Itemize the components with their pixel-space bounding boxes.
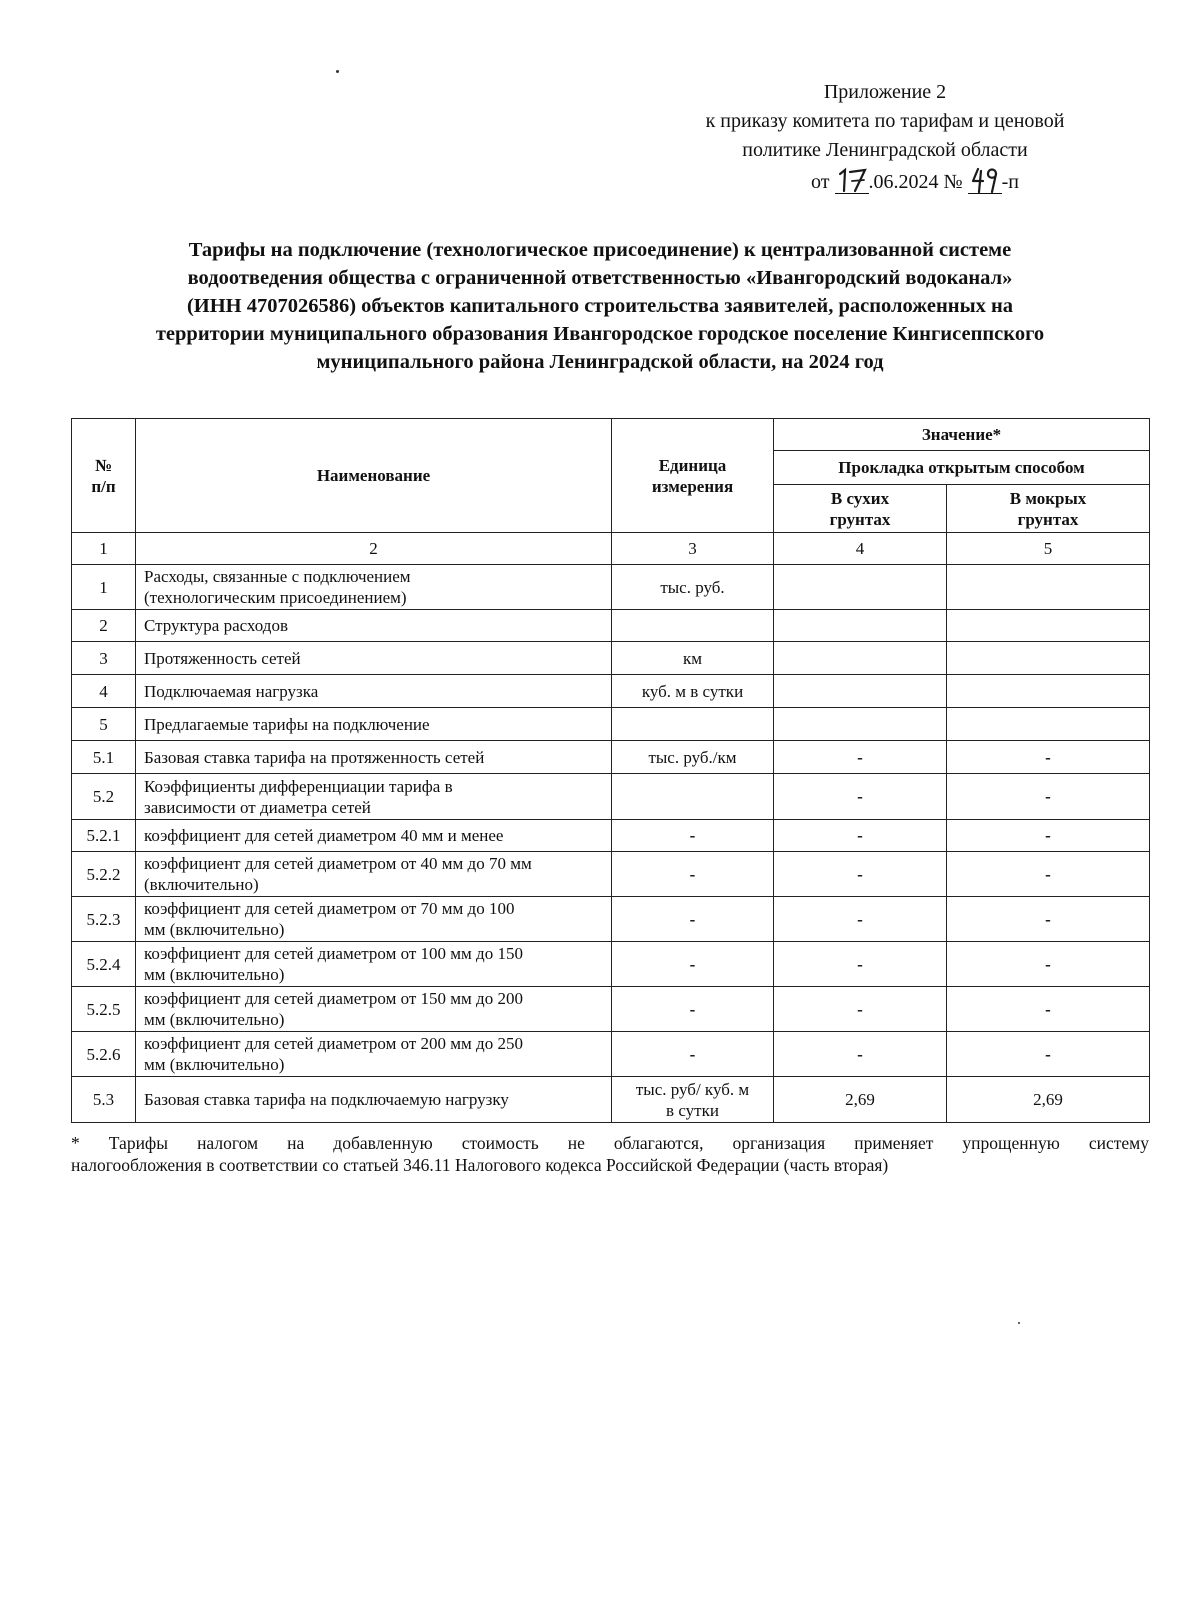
- header-dry-line: В сухих: [830, 488, 890, 508]
- row-wet-value: -: [947, 1032, 1150, 1077]
- row-number: 5: [72, 708, 136, 741]
- header-number: [72, 419, 136, 533]
- row-number: 5.2: [72, 774, 136, 820]
- document-title: [70, 236, 1130, 376]
- row-name-line: Коэффициенты дифференциации тарифа в: [144, 776, 453, 796]
- row-name: Подключаемая нагрузка: [136, 675, 612, 708]
- row-dry-value: -: [774, 774, 947, 820]
- row-wet-value: [947, 565, 1150, 610]
- row-dry-value: [774, 708, 947, 741]
- title-line: муниципального района Ленинградской области, на 2024 год: [316, 351, 884, 373]
- row-name: Структура расходов: [136, 610, 612, 642]
- table-row: [72, 897, 1150, 942]
- row-wet-value: -: [947, 897, 1150, 942]
- annex-order-line: к приказу комитета по тарифам и ценовой: [705, 110, 1065, 132]
- row-name: коэффициент для сетей диаметром 40 мм и менее: [136, 820, 612, 852]
- row-name: [136, 987, 612, 1032]
- row-name: [136, 897, 612, 942]
- footnote-line: налогообложения в соответствии со статьей 346.11 Налогового кодекса Российской Федерации (часть вторая): [71, 1155, 889, 1175]
- date-rest: .06.2024 №: [868, 171, 963, 193]
- row-unit: -: [612, 1032, 774, 1077]
- row-name: [136, 852, 612, 897]
- row-dry-value: -: [774, 897, 947, 942]
- row-unit: [612, 708, 774, 741]
- header-wet-soil: [947, 485, 1150, 533]
- header-wet-line: грунтах: [1017, 509, 1079, 529]
- row-name-line: коэффициент для сетей диаметром от 70 мм до 100: [144, 899, 515, 918]
- row-name-line: мм (включительно): [144, 1055, 285, 1074]
- header-method: Прокладка открытым способом: [774, 451, 1150, 485]
- column-number: 5: [947, 533, 1150, 565]
- header-unit-line: измерения: [651, 476, 734, 496]
- row-name-line: коэффициент для сетей диаметром от 100 мм до 150: [144, 944, 523, 963]
- title-line: территории муниципального образования Ивангородское городское поселение Кингисеппского: [155, 323, 1045, 345]
- row-name-line: коэффициент для сетей диаметром от 40 мм до 70 мм: [144, 854, 532, 873]
- row-dry-value: -: [774, 741, 947, 774]
- row-number: 4: [72, 675, 136, 708]
- row-dry-value: 2,69: [774, 1077, 947, 1123]
- row-wet-value: -: [947, 852, 1150, 897]
- handwritten-day: [835, 165, 869, 194]
- row-unit: тыс. руб.: [612, 565, 774, 610]
- row-unit-line: тыс. руб/ куб. м: [635, 1079, 750, 1099]
- table-row: [72, 642, 1150, 675]
- table-row: [72, 1077, 1150, 1123]
- footnote-line: * Тарифы налогом на добавленную стоимость не облагаются, организация применяет упрощенную систему: [71, 1133, 1149, 1153]
- row-wet-value: [947, 708, 1150, 741]
- column-number: 2: [136, 533, 612, 565]
- row-name-line: зависимости от диаметра сетей: [144, 797, 371, 817]
- header-name: Наименование: [136, 419, 612, 533]
- row-unit: -: [612, 852, 774, 897]
- row-unit: -: [612, 820, 774, 852]
- annex-title: Приложение 2: [823, 81, 947, 103]
- header-dry-line: грунтах: [829, 509, 891, 529]
- row-wet-value: 2,69: [947, 1077, 1150, 1123]
- row-dry-value: [774, 565, 947, 610]
- row-name: Базовая ставка тарифа на протяженность сетей: [136, 741, 612, 774]
- title-line: Тарифы на подключение (технологическое присоединение) к централизованной системе: [188, 239, 1012, 261]
- row-name-line: Расходы, связанные с подключением: [144, 567, 411, 586]
- annex-committee-line: политике Ленинградской области: [742, 139, 1028, 161]
- tax-footnote: [71, 1132, 1149, 1176]
- row-wet-value: [947, 675, 1150, 708]
- row-name: [136, 942, 612, 987]
- row-unit: куб. м в сутки: [612, 675, 774, 708]
- order-suffix: -п: [1001, 171, 1019, 193]
- row-wet-value: [947, 610, 1150, 642]
- row-wet-value: -: [947, 987, 1150, 1032]
- table-row: [72, 987, 1150, 1032]
- scan-speck: [1018, 1322, 1020, 1324]
- table-row: [72, 708, 1150, 741]
- row-number: 5.1: [72, 741, 136, 774]
- column-number: 3: [612, 533, 774, 565]
- tariff-table: [71, 418, 1150, 1123]
- row-number: 5.2.3: [72, 897, 136, 942]
- row-number: 3: [72, 642, 136, 675]
- row-unit: тыс. руб./км: [612, 741, 774, 774]
- table-row: [72, 610, 1150, 642]
- table-row: [72, 942, 1150, 987]
- column-number: 4: [774, 533, 947, 565]
- row-number: 5.3: [72, 1077, 136, 1123]
- row-number: 5.2.1: [72, 820, 136, 852]
- row-name-line: мм (включительно): [144, 1010, 285, 1029]
- table-row: [72, 774, 1150, 820]
- row-name-line: мм (включительно): [144, 920, 285, 939]
- row-unit-line: в сутки: [666, 1100, 719, 1120]
- annex-header: [640, 78, 1130, 197]
- row-dry-value: -: [774, 987, 947, 1032]
- scan-speck: [336, 70, 339, 73]
- table-row: [72, 852, 1150, 897]
- column-number-row: [72, 533, 1150, 565]
- row-number: 5.2.5: [72, 987, 136, 1032]
- row-name: [136, 565, 612, 610]
- row-number: 2: [72, 610, 136, 642]
- table-row: [72, 675, 1150, 708]
- row-number: 5.2.6: [72, 1032, 136, 1077]
- row-unit: км: [612, 642, 774, 675]
- header-number-line: п/п: [91, 476, 116, 496]
- row-name: Базовая ставка тарифа на подключаемую нагрузку: [136, 1077, 612, 1123]
- row-name: Протяженность сетей: [136, 642, 612, 675]
- header-unit: [612, 419, 774, 533]
- title-line: водоотведения общества с ограниченной ответственностью «Ивангородский водоканал»: [187, 267, 1013, 289]
- row-number: 5.2.2: [72, 852, 136, 897]
- handwritten-order-number: [968, 165, 1002, 194]
- row-wet-value: -: [947, 942, 1150, 987]
- row-name: [136, 1032, 612, 1077]
- row-name-line: мм (включительно): [144, 965, 285, 984]
- table-row: [72, 741, 1150, 774]
- row-name-line: коэффициент для сетей диаметром от 200 мм до 250: [144, 1034, 523, 1053]
- row-unit: -: [612, 897, 774, 942]
- row-dry-value: -: [774, 1032, 947, 1077]
- row-wet-value: -: [947, 774, 1150, 820]
- row-dry-value: -: [774, 820, 947, 852]
- row-dry-value: [774, 642, 947, 675]
- row-name: Предлагаемые тарифы на подключение: [136, 708, 612, 741]
- row-unit: [612, 610, 774, 642]
- header-unit-line: Единица: [658, 455, 727, 475]
- header-dry-soil: [774, 485, 947, 533]
- column-number: 1: [72, 533, 136, 565]
- table-row: [72, 1032, 1150, 1077]
- table-row: [72, 820, 1150, 852]
- row-unit: [612, 1077, 774, 1123]
- row-number: 5.2.4: [72, 942, 136, 987]
- row-name-line: коэффициент для сетей диаметром от 150 мм до 200: [144, 989, 523, 1008]
- title-line: (ИНН 4707026586) объектов капитального строительства заявителей, расположенных на: [186, 295, 1014, 317]
- row-wet-value: -: [947, 741, 1150, 774]
- header-value: Значение*: [774, 419, 1150, 451]
- row-unit: -: [612, 987, 774, 1032]
- date-prefix: от: [811, 171, 830, 193]
- row-number: 1: [72, 565, 136, 610]
- row-name-line: (включительно): [144, 875, 259, 894]
- header-number-line: №: [94, 455, 113, 475]
- row-unit: -: [612, 942, 774, 987]
- table-row: [72, 565, 1150, 610]
- row-name-line: (технологическим присоединением): [144, 588, 407, 607]
- row-dry-value: [774, 675, 947, 708]
- annex-date-line: [640, 165, 1130, 197]
- header-wet-line: В мокрых: [1009, 488, 1087, 508]
- row-unit: [612, 774, 774, 820]
- row-dry-value: -: [774, 942, 947, 987]
- row-dry-value: -: [774, 852, 947, 897]
- row-wet-value: [947, 642, 1150, 675]
- row-name: [136, 774, 612, 820]
- row-dry-value: [774, 610, 947, 642]
- row-wet-value: -: [947, 820, 1150, 852]
